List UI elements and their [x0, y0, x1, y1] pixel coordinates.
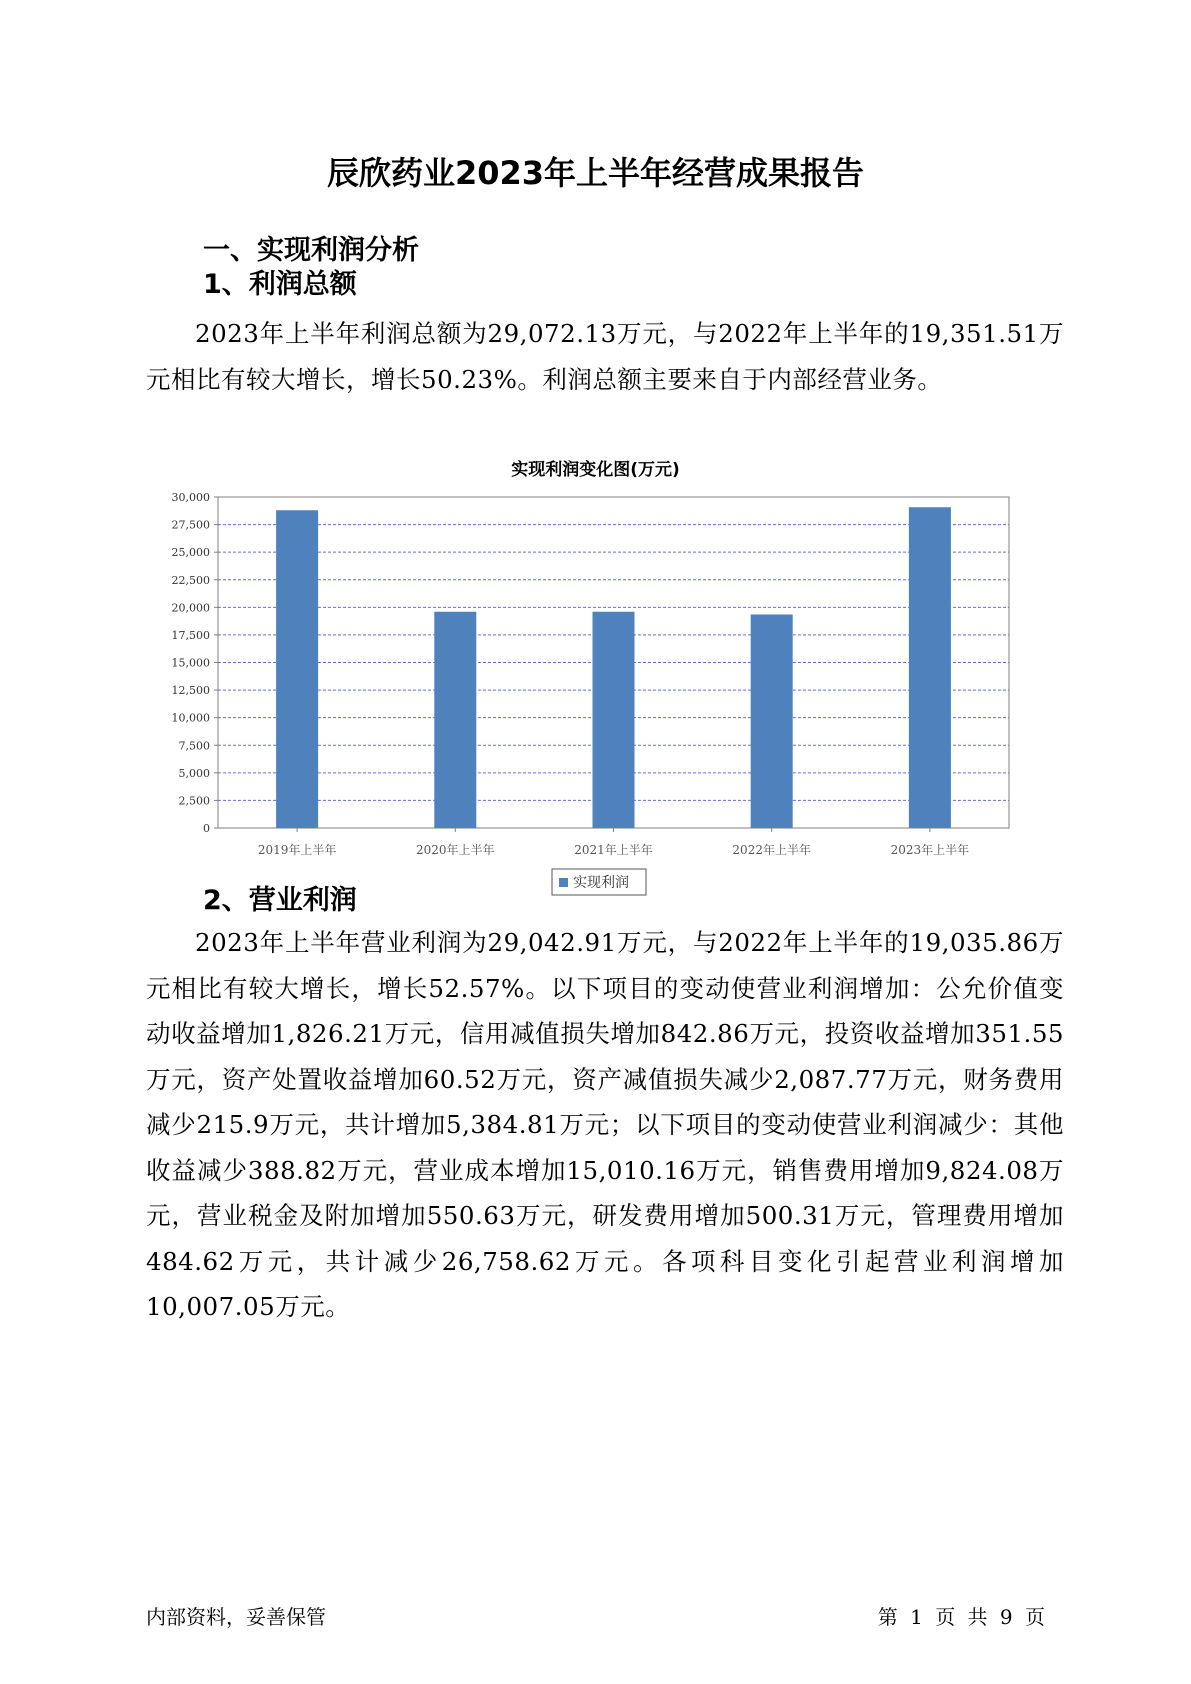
y-tick-label: 27,500 [171, 518, 210, 532]
y-tick-label: 7,500 [178, 739, 210, 753]
paragraph-operating-profit: 2023年上半年营业利润为29,042.91万元，与2022年上半年的19,035.86万元相比有较大增长，增长52.57%。以下项目的变动使营业利润增加：公允价值变动收益增加1,826.21万元，信用减值损失增加842.86万元，投资收益增加351.55万元，资产处置收益增加60.52万元，资产减值损失减少2,087.77万元，财务费用减少215.9万元，共计增加5,384.81万元；以下项目的变动使营业利润减少：其他收益减少388.82万元，营业成本增加15,010.16万元，销售费用增加9,824.08万元，营业税金及附加增加550.63万元，研发费用增加500.31万元，管理费用增加484.62万元，共计减少26,758.62万元。各项科目变化引起营业利润增加10,007.05万元。 [146, 928, 1064, 1321]
bar [751, 614, 793, 828]
subheading-total-profit: 1、利润总额 [203, 269, 357, 300]
x-tick-label: 2023年上半年 [890, 843, 970, 857]
bar [434, 612, 476, 828]
legend-swatch [559, 878, 568, 887]
chart-title: 实现利润变化图(万元) [511, 460, 680, 480]
y-tick-label: 17,500 [171, 628, 210, 642]
bar [276, 510, 318, 828]
y-tick-label: 0 [203, 822, 210, 835]
x-tick-label: 2019年上半年 [257, 843, 337, 857]
y-tick-label: 10,000 [171, 711, 210, 725]
footer-page-number: 第 1 页 共 9 页 [877, 1605, 1045, 1629]
y-tick-label: 20,000 [171, 601, 210, 615]
footer-confidential-note: 内部资料，妥善保管 [146, 1605, 326, 1629]
section-heading-profit-analysis: 一、实现利润分析 [203, 235, 419, 266]
x-tick-label: 2022年上半年 [732, 843, 811, 857]
y-tick-label: 25,000 [171, 546, 210, 560]
y-tick-label: 5,000 [178, 766, 210, 780]
y-tick-label: 30,000 [171, 491, 210, 504]
legend-label: 实现利润 [573, 875, 629, 891]
subheading-operating-profit: 2、营业利润 [203, 885, 357, 916]
y-tick-label: 15,000 [171, 656, 210, 670]
paragraph-total-profit: 2023年上半年利润总额为29,072.13万元，与2022年上半年的19,351.51万元相比有较大增长，增长50.23%。利润总额主要来自于内部经营业务。 [146, 319, 1064, 394]
bar [909, 507, 951, 828]
x-tick-label: 2021年上半年 [574, 843, 653, 857]
document-title: 辰欣药业2023年上半年经营成果报告 [326, 154, 865, 192]
x-tick-label: 2020年上半年 [416, 843, 495, 857]
bar [593, 612, 635, 828]
y-tick-label: 12,500 [171, 684, 210, 698]
y-tick-label: 2,500 [178, 794, 210, 808]
y-tick-label: 22,500 [171, 573, 210, 587]
